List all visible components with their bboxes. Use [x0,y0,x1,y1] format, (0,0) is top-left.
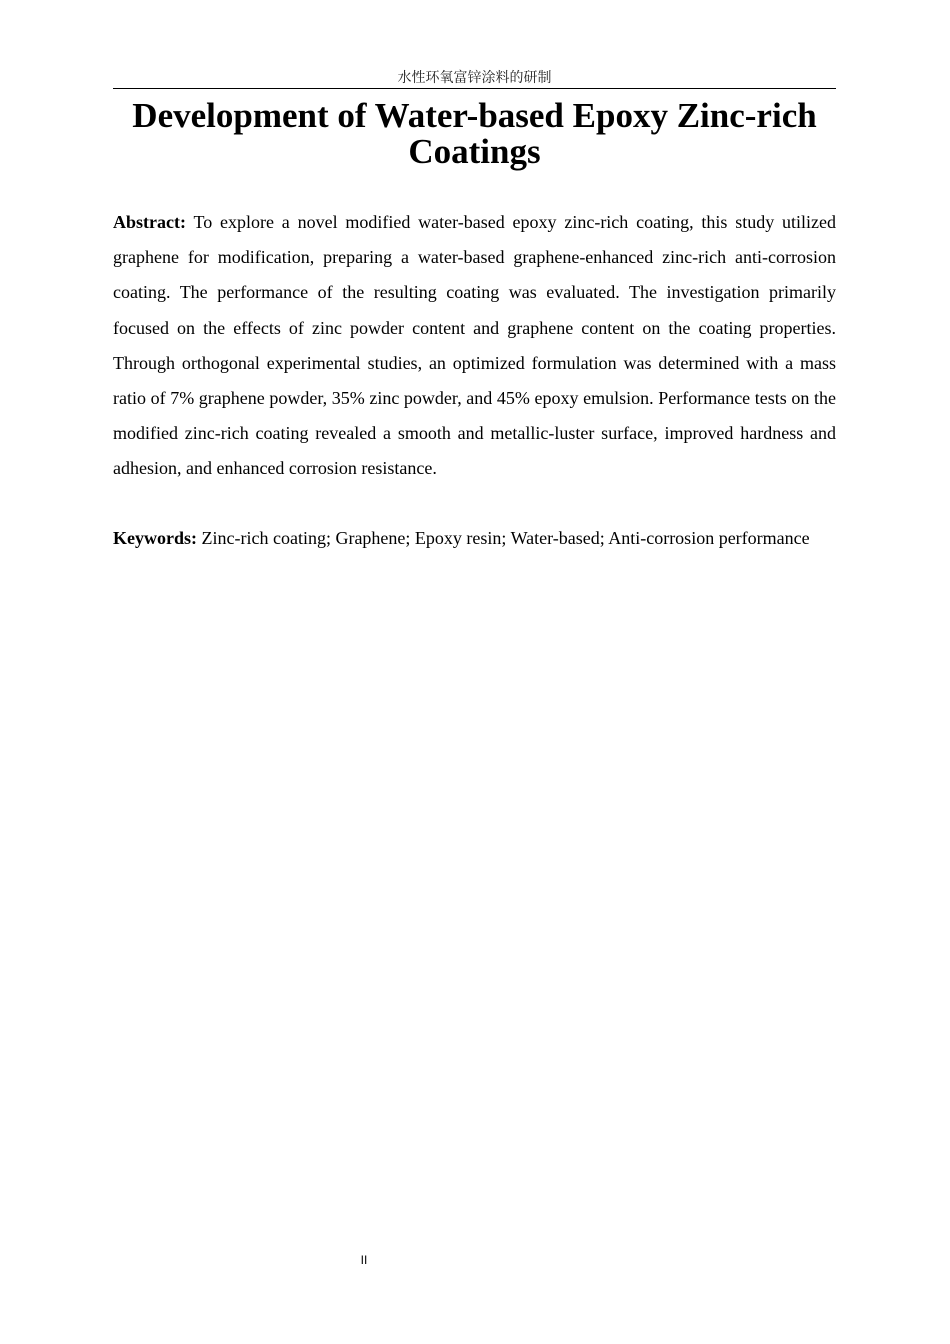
page-title: Development of Water-based Epoxy Zinc-rich Coatings [132,96,817,171]
running-header: 水性环氧富锌涂料的研制 [113,68,836,89]
abstract-text: To explore a novel modified water-based epoxy zinc-rich coating, this study utilized graphene for modification, preparing a water-based graphene-enhanced zinc-rich anti-corrosion coating. The performance of the resulting coating was evaluated. The investigation primarily focused on the effects of zinc powder content and graphene content on the coating properties. Through orthogonal experimental studies, an optimized formulation was determined with a mass ratio of 7% graphene powder, 35% zinc powder, and 45% epoxy emulsion. Performance tests on the modified zinc-rich coating revealed a smooth and metallic-luster surface, improved hardness and adhesion, and enhanced corrosion resistance. [113,212,836,479]
keywords-text: Zinc-rich coating; Graphene; Epoxy resin; Water-based; Anti-corrosion performance [201,528,810,548]
abstract-label: Abstract: [113,212,186,232]
keywords-label: Keywords: [113,528,197,548]
page-number: II [360,1253,368,1267]
abstract-paragraph [113,205,836,487]
keywords-paragraph [113,521,836,556]
